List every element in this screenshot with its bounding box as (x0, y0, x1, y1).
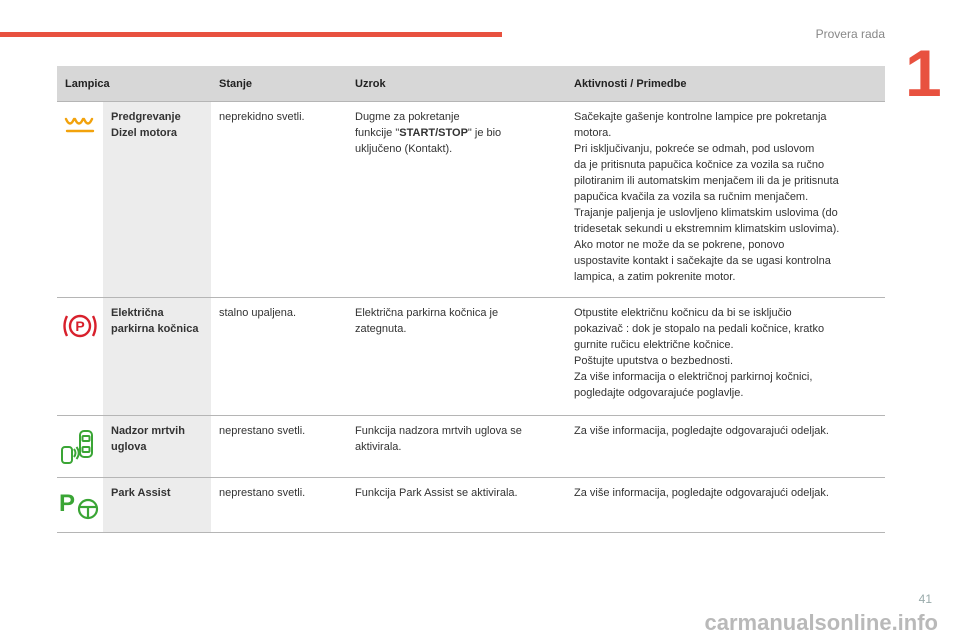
table-row (57, 478, 885, 533)
blind-spot-monitor-icon (58, 427, 102, 467)
table-row (57, 416, 885, 478)
lamp-cause (347, 298, 566, 416)
lamp-cause-text: Električna parkirna kočnica je zategnuta. (355, 307, 499, 335)
lamp-actions (566, 478, 885, 533)
lamp-state-text: neprestano svetli. (219, 425, 306, 437)
lamp-cause-text: Funkcija nadzora mrtvih uglova se aktivirala. (355, 425, 522, 453)
lamp-name (103, 298, 211, 416)
warning-lamps-table (57, 66, 885, 533)
lamp-state-text: stalno upaljena. (219, 307, 297, 319)
lamp-state-text: neprekidno svetli. (219, 111, 305, 123)
lamp-cause-text (355, 109, 558, 157)
page-number: 41 (918, 592, 932, 606)
lamp-actions (566, 416, 885, 478)
header-accent-bar (0, 32, 502, 37)
lamp-name-text: Nadzor mrtvih uglova (111, 425, 185, 453)
section-title: Provera rada (815, 27, 885, 41)
lamp-name (103, 102, 211, 298)
lamp-cause (347, 416, 566, 478)
column-header-lampica: Lampica (57, 66, 211, 102)
lamp-cause (347, 478, 566, 533)
table-row (57, 102, 885, 298)
glow-plug-icon (63, 116, 97, 134)
lamp-name-text: Park Assist (111, 487, 171, 499)
lamp-cause-text: Funkcija Park Assist se aktivirala. (355, 487, 518, 499)
icon-cell (57, 478, 103, 533)
lamp-state (211, 416, 347, 478)
column-header-aktivnosti: Aktivnosti / Primedbe (566, 66, 885, 102)
lamp-actions-text: Otpustite električnu kočnicu da bi se isključio pokazivač : dok je stopalo na pedali kočnice, kratko gurnite ručicu električne kočnice. Poštujte uputstva o bezbednosti. Za više informacija o električnoj parkirnoj kočnici, pogledajte odgovarajuće poglavlje. (574, 307, 825, 399)
lamp-state-text: neprestano svetli. (219, 487, 306, 499)
lamp-name (103, 416, 211, 478)
lamp-cause (347, 102, 566, 298)
table-row (57, 298, 885, 416)
lamp-state (211, 102, 347, 298)
electric-parking-brake-icon (60, 312, 100, 340)
park-assist-icon (59, 489, 101, 521)
lamp-actions-text: Za više informacija, pogledajte odgovarajući odeljak. (574, 425, 829, 437)
column-header-stanje: Stanje (211, 66, 347, 102)
icon-cell (57, 102, 103, 298)
lamp-name-text: Predgrevanje Dizel motora (111, 111, 181, 139)
lamp-state (211, 298, 347, 416)
icon-cell (57, 416, 103, 478)
icon-cell (57, 298, 103, 416)
lamp-actions (566, 298, 885, 416)
cause-text-end: " je bio uključeno (Kontakt). (355, 127, 502, 155)
table-header-row (57, 66, 885, 102)
lamp-actions (566, 102, 885, 298)
chapter-number: 1 (905, 36, 942, 110)
lamp-actions-text: Za više informacija, pogledajte odgovarajući odeljak. (574, 487, 829, 499)
column-header-uzrok: Uzrok (347, 66, 566, 102)
lamp-actions-text: Sačekajte gašenje kontrolne lampice pre pokretanja motora. Pri isključivanju, pokreće se odmah, pod uslovom da je pritisnuta papučica kočnice za vozila sa ručno pilotiranim ili automatskim menjačem ili da je pritisnuta papučica kvačila za vozila sa ručnim menjačem. Trajanje paljenja je uslovljeno klimatskim uslovima (do tridesetak sekundi u ekstremnim klimatskim uslovima). Ako motor ne može da se pokrene, ponovo uspostavite kontakt i sačekajte da se ugasi kontrolna lampica, a zatim pokrenite motor. (574, 111, 840, 283)
lamp-state (211, 478, 347, 533)
start-stop-label: START/STOP (399, 127, 468, 139)
lamp-name (103, 478, 211, 533)
watermark-logo: carmanualsonline.info (704, 610, 938, 635)
svg-text:P: P (75, 318, 85, 334)
lamp-name-text: Električna parkirna kočnica (111, 307, 199, 335)
cause-text-start: Dugme za pokretanje funkcije " (355, 111, 460, 139)
svg-text:P: P (59, 490, 76, 517)
